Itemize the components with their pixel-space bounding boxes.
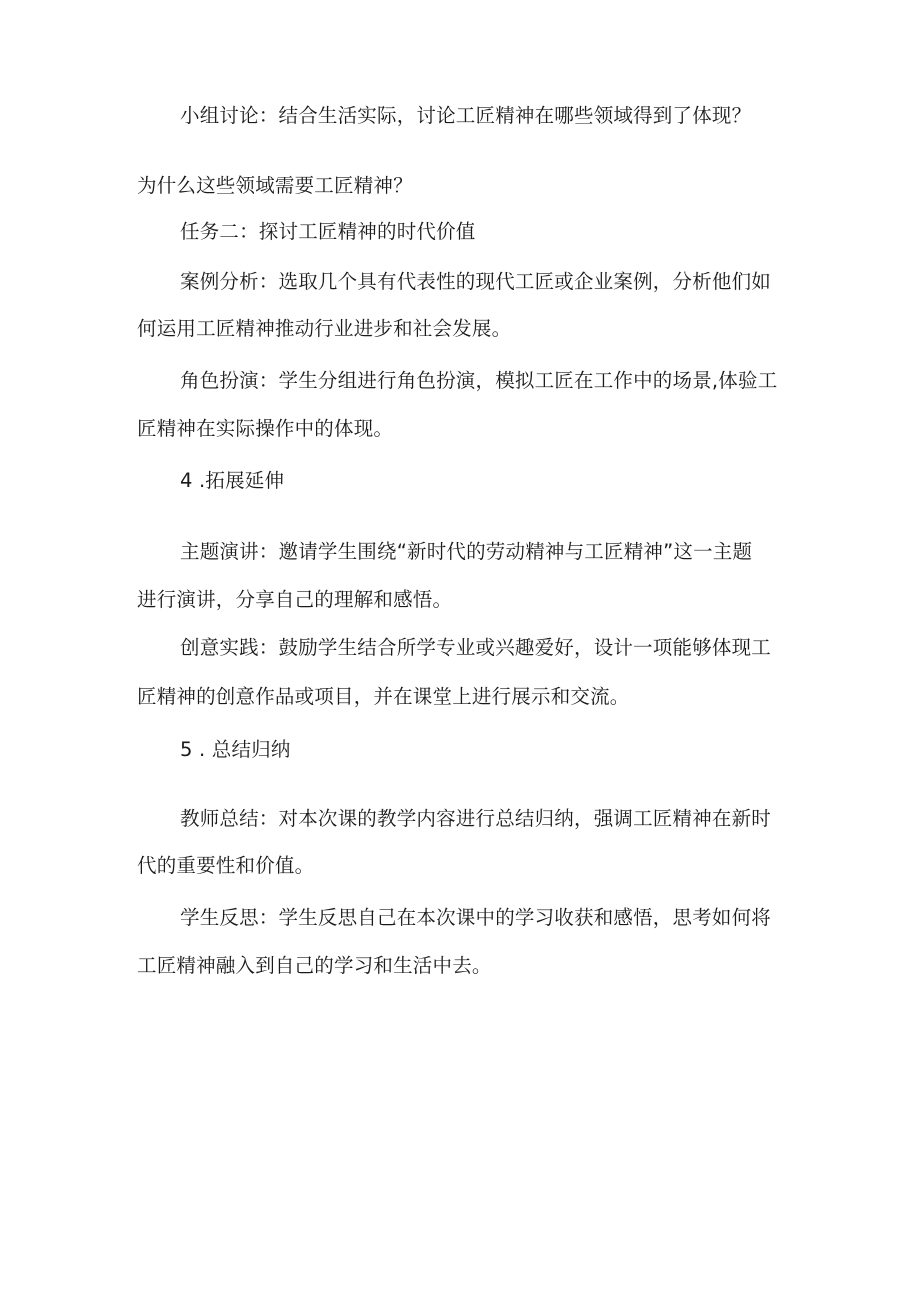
- paragraph-line: 角色扮演：学生分组进行角色扮演，模拟工匠在工作中的场景,体验工: [180, 369, 778, 392]
- paragraph-line: 为什么这些领域需要工匠精神？: [137, 174, 413, 197]
- paragraph-line: 进行演讲，分享自己的理解和感悟。: [137, 588, 453, 611]
- paragraph-line: 匠精神的创意作品或项目，并在课堂上进行展示和交流。: [137, 685, 630, 708]
- section-heading: 5 . 总结归纳: [180, 738, 291, 761]
- paragraph-line: 创意实践：鼓励学生结合所学专业或兴趣爱好，设计一项能够体现工: [180, 636, 772, 659]
- paragraph-line: 何运用工匠精神推动行业进步和社会发展。: [137, 317, 512, 340]
- paragraph-line: 小组讨论：结合生活实际，讨论工匠精神在哪些领域得到了体现？: [180, 104, 752, 127]
- paragraph-line: 教师总结：对本次课的教学内容进行总结归纳，强调工匠精神在新时: [180, 807, 772, 830]
- paragraph-line: 工匠精神融入到自己的学习和生活中去。: [137, 954, 492, 977]
- paragraph-line: 学生反思：学生反思自己在本次课中的学习收获和感悟，思考如何将: [180, 906, 772, 929]
- paragraph-line: 案例分析：选取几个具有代表性的现代工匠或企业案例，分析他们如: [180, 270, 772, 293]
- section-heading: 4 .拓展延伸: [180, 469, 285, 492]
- paragraph-line: 主题演讲：邀请学生围绕“新时代的劳动精神与工匠精神”这一主题: [180, 540, 753, 563]
- paragraph-line: 匠精神在实际操作中的体现。: [137, 417, 394, 440]
- paragraph-line: 代的重要性和价值。: [137, 854, 315, 877]
- section-heading: 任务二：探讨工匠精神的时代价值: [180, 220, 476, 243]
